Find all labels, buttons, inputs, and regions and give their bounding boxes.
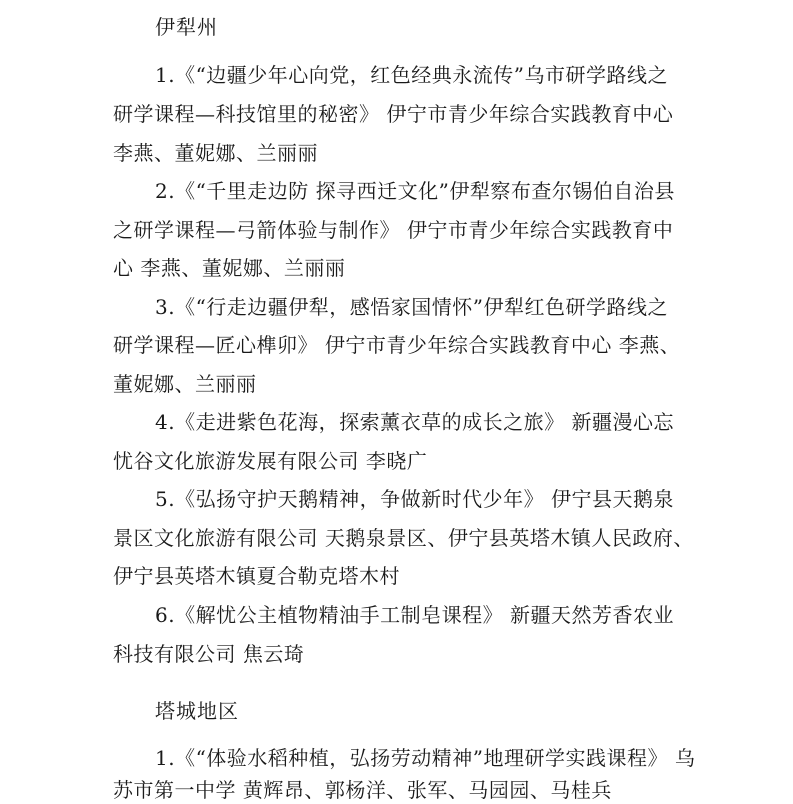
entry-line: 科技有限公司 焦云琦 [113, 642, 305, 666]
entry-line: 研学课程—科技馆里的秘密》 伊宁市青少年综合实践教育中心 [113, 102, 674, 126]
entry-line: 苏市第一中学 黄辉昂、郭杨洋、张军、马园园、马桂兵 [113, 778, 612, 802]
entry-line: 董妮娜、兰丽丽 [113, 372, 257, 396]
section-heading-yili: 伊犁州 [155, 15, 218, 39]
entry-line: 景区文化旅游有限公司 天鹅泉景区、伊宁县英塔木镇人民政府、 [113, 526, 694, 550]
entry-line: 之研学课程—弓箭体验与制作》 伊宁市青少年综合实践教育中 [113, 218, 674, 242]
entry-line: 6.《解忧公主植物精油手工制皂课程》 新疆天然芳香农业 [155, 603, 674, 627]
entry-line: 5.《弘扬守护天鹅精神，争做新时代少年》 伊宁县天鹅泉 [155, 487, 674, 511]
entry-line: 研学课程—匠心榫卯》 伊宁市青少年综合实践教育中心 李燕、 [113, 333, 681, 357]
entry-line: 3.《“行走边疆伊犁，感悟家国情怀”伊犁红色研学路线之 [155, 295, 669, 319]
entry-line: 2.《“千里走边防 探寻西迁文化”伊犁察布查尔锡伯自治县 [155, 179, 675, 203]
entry-line: 李燕、董妮娜、兰丽丽 [113, 141, 318, 165]
entry-line: 1.《“体验水稻种植，弘扬劳动精神”地理研学实践课程》 乌 [155, 746, 696, 770]
entry-line: 心 李燕、董妮娜、兰丽丽 [113, 256, 346, 280]
entry-line: 4.《走进紫色花海，探索薰衣草的成长之旅》 新疆漫心忘 [155, 410, 674, 434]
entry-line: 1.《“边疆少年心向党，红色经典永流传”乌市研学路线之 [155, 63, 669, 87]
entry-line: 伊宁县英塔木镇夏合勒克塔木村 [113, 564, 400, 588]
section-heading-tacheng: 塔城地区 [155, 699, 239, 723]
entry-line: 忧谷文化旅游发展有限公司 李晓广 [113, 449, 428, 473]
